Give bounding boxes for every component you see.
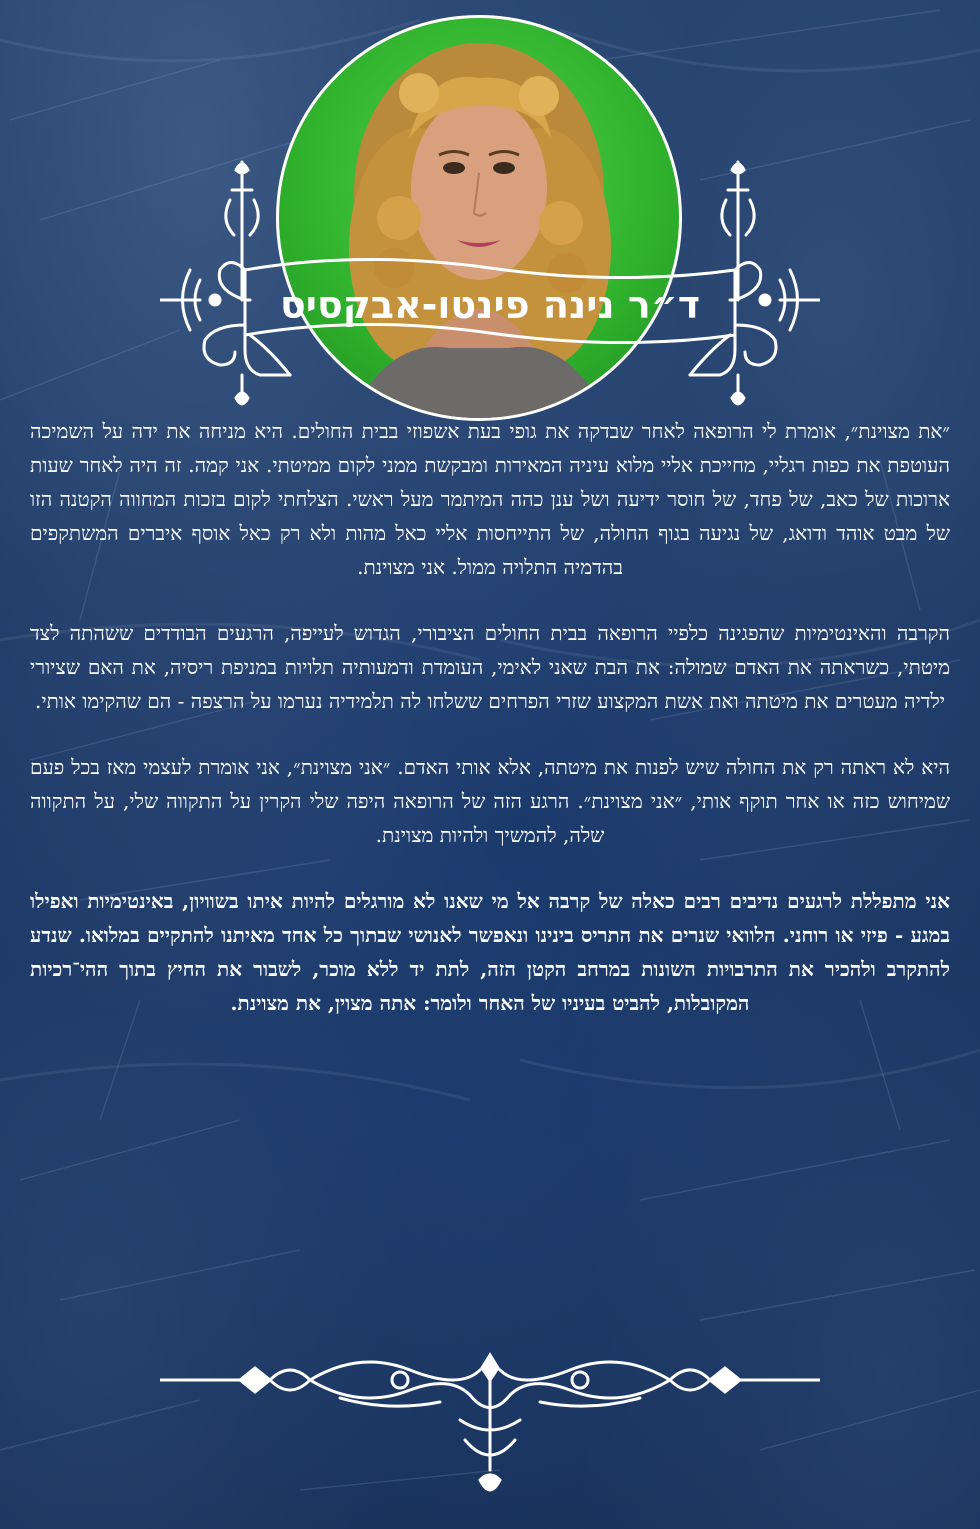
article-paragraph-3: היא לא ראתה רק את החולה שיש לפנות את מיטתה, אלא אותי האדם. ״אני מצוינת״, אני אומרת לעצמי מאז בכל פעם שמיחוש כזה או אחר תוקף אותי, ״אני מצוינת״. הרגע הזה של הרופאה היפה שלי הקרין על התקווה שלי, על התקווה שלה, להמשיך ולהיות מצוינת. — [30, 755, 950, 847]
header — [0, 0, 980, 410]
article-paragraph-2: הקרבה והאינטימיות שהפגינה כלפיי הרופאה בבית החולים הציבורי, הגדוש לעייפה, הרגעים הבודדים ששהתה לצד מיטתי, כשראתה את האדם שמולה: את הבת שאני לאימי, העומדת ודמעותיה תלויות במניפת ריסיה, את האם שציורי ילדיה מעטרים את מיטתה ואת אשת המקצוע שזרי הפרחים ששלחו לה תלמידיה נערמו על הרצפה - הם שהקימו אותי. — [30, 621, 950, 713]
article-paragraph-4: אני מתפללת לרגעים נדיבים רבים כאלה של קרבה אל מי שאנו לא מורגלים להיות איתו בשוויון, באינטימיות ואפילו במגע - פיזי או רוחני. הלוואי שנרים את התריס בינינו ונאפשר לאנושי שבתוך כל אחד מאיתנו להתקיים במלואו. שנדע להתקרב ולהכיר את התרבויות השונות במרחב הקטן הזה, לתת יד ללא מוכר, לשבור את החיץ בתוך ההי־רכיות המקובלות, להביט בעיניו של האחר ולומר: אתה מצוין, את מצוינת. — [30, 889, 950, 1015]
article-paragraph-1: ״את מצוינת״, אומרת לי הרופאה לאחר שבדקה את גופי בעת אשפוזי בבית החולים. היא מניחה את ידה על השמיכה העוטפת את כפות רגליי, מחייכת אליי מלוא עיניה המאירות ומבקשת ממני לקום ממיטתי. אני קמה. זה היה לאחר שעות ארוכות של כאב, של פחד, של חוסר ידיעה ושל ענן כהה המיתמר מעל ראשי. הצלחתי לקום בזכות המחווה הקטנה הזו של מבט אוהד ודואג, של נגיעה בגוף החולה, של התייחסות אליי כאל מהות ולא רק כאל אוסף איברים המשתקפים בהדמיה התלויה ממול. אני מצוינת. — [30, 419, 951, 579]
page-title: ד״ר נינה פינטו-אבקסיס — [279, 283, 701, 327]
article-body — [30, 414, 950, 1052]
ornate-flourish-divider-icon — [160, 1350, 820, 1510]
